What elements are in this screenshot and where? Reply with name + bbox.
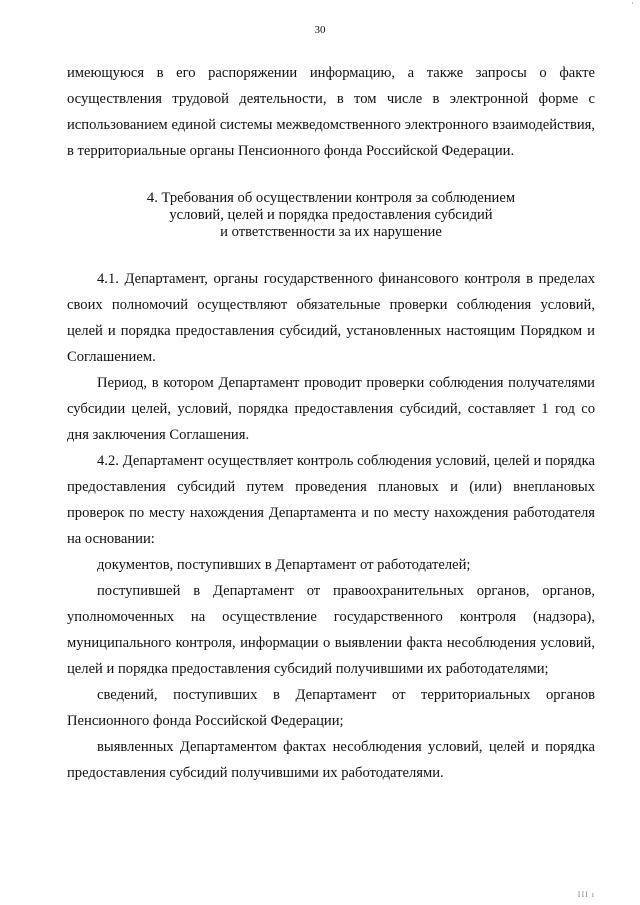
paragraph-inspection-period: Период, в котором Департамент проводит проверки соблюдения получателями субсидии целей, условий, порядка предоставления субсидий, составляет 1 год со дня заключения Соглашения. <box>67 375 595 443</box>
section-heading-line-1: 4. Требования об осуществлении контроля за соблюдением <box>146 190 516 206</box>
continuation-paragraph: имеющуюся в его распоряжении информацию, а также запросы о факте осуществления трудовой деятельности, в том числе в электронной форме с использованием единой системы межведомственного электронного взаимодействия, в территориальные органы Пенсионного фонда Российской Федерации. <box>67 65 595 159</box>
section-heading-line-3: и ответственности за их нарушение <box>220 224 442 240</box>
basis-item-documents: документов, поступивших в Департамент от работодателей; <box>97 557 471 573</box>
section-heading <box>67 190 595 241</box>
document-body <box>67 60 595 786</box>
paragraph-4-1: 4.1. Департамент, органы государственного финансового контроля в пределах своих полномочий осуществляют обязательные проверки соблюдения условий, целей и порядка предоставления субсидий, установленных настоящим Порядком и Соглашением. <box>67 271 595 365</box>
section-heading-line-2: условий, целей и порядка предоставления субсидий <box>169 207 493 223</box>
basis-item-law-enforcement: поступившей в Департамент от правоохранительных органов, органов, уполномоченных на осуществление государственного контроля (надзора), муниципального контроля, информации о выявлении факта несоблюдения условий, целей и порядка предоставления субсидий получившими их работодателями; <box>67 583 595 677</box>
footer-mark: III ı <box>577 890 595 899</box>
paragraph-4-2: 4.2. Департамент осуществляет контроль соблюдения условий, целей и порядка предоставления субсидий путем проведения плановых и (или) внеплановых проверок по месту нахождения Департамента и по месту нахождения работодателя на основании: <box>67 453 595 547</box>
basis-item-pension-fund: сведений, поступивших в Департамент от территориальных органов Пенсионного фонда Российской Федерации; <box>67 687 595 729</box>
corner-mark: · <box>631 0 634 8</box>
basis-item-department-findings: выявленных Департаментом фактах несоблюдения условий, целей и порядка предоставления субсидий получившими их работодателями. <box>67 739 595 781</box>
page-number: 30 <box>314 24 326 36</box>
